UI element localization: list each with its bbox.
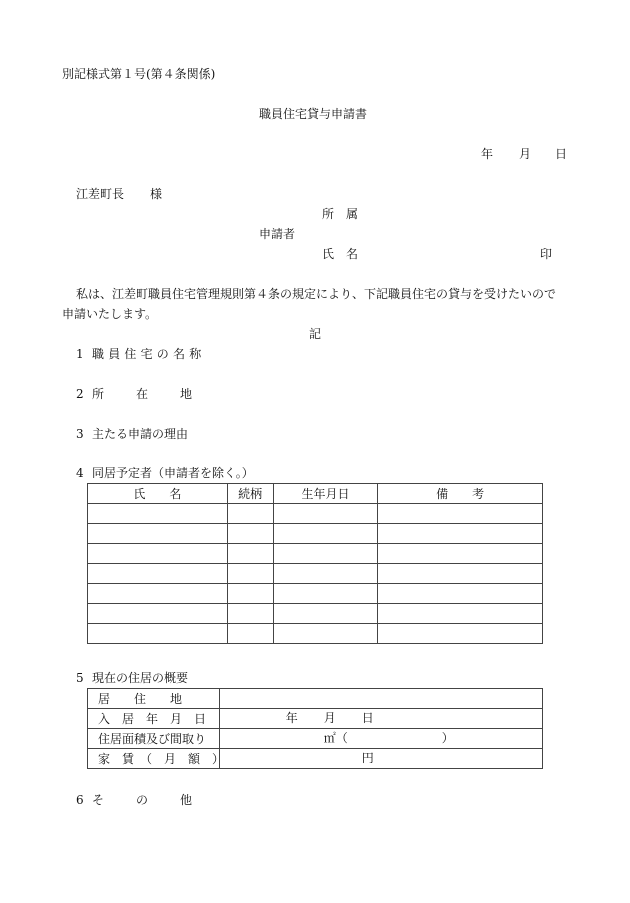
cell-relation[interactable] bbox=[227, 584, 273, 604]
cohabitant-table bbox=[87, 483, 543, 644]
cell-birthdate[interactable] bbox=[273, 544, 378, 564]
area-unit: ㎡（ bbox=[323, 731, 348, 745]
col-header-birthdate: 生年月日 bbox=[273, 484, 378, 504]
item1-label: 職員住宅の名称 bbox=[92, 347, 206, 361]
rent-unit: 円 bbox=[361, 751, 374, 765]
residence-table bbox=[87, 688, 543, 769]
item2-number: 2 bbox=[76, 387, 84, 401]
body-text-line1: 私は、江差町職員住宅管理規則第４条の規定により、下記職員住宅の貸与を受けたいので bbox=[76, 287, 557, 301]
cell-name[interactable] bbox=[88, 524, 228, 544]
cell-remarks[interactable] bbox=[378, 584, 543, 604]
area-close-paren: ） bbox=[441, 731, 454, 745]
item1-number: 1 bbox=[76, 347, 84, 361]
residence-value-area[interactable] bbox=[219, 729, 542, 749]
residence-row-rent bbox=[88, 749, 543, 769]
table-row bbox=[88, 564, 543, 584]
table-row bbox=[88, 544, 543, 564]
residence-value-move-in[interactable] bbox=[219, 709, 542, 729]
cell-remarks[interactable] bbox=[378, 564, 543, 584]
cell-birthdate[interactable] bbox=[273, 604, 378, 624]
cell-name[interactable] bbox=[88, 604, 228, 624]
table-row bbox=[88, 624, 543, 644]
item6-number: 6 bbox=[76, 793, 84, 807]
table-row bbox=[88, 504, 543, 524]
cell-name[interactable] bbox=[88, 544, 228, 564]
cell-birthdate[interactable] bbox=[273, 584, 378, 604]
addressee-honorific: 様 bbox=[150, 187, 163, 201]
cell-relation[interactable] bbox=[227, 564, 273, 584]
form-number: 別記様式第１号(第４条関係) bbox=[62, 67, 216, 81]
residence-row-area bbox=[88, 729, 543, 749]
item4-number: 4 bbox=[76, 466, 84, 480]
name-label: 氏 名 bbox=[322, 247, 359, 261]
cell-name[interactable] bbox=[88, 584, 228, 604]
cell-remarks[interactable] bbox=[378, 504, 543, 524]
addressee-name: 江差町長 bbox=[76, 187, 125, 201]
cell-relation[interactable] bbox=[227, 504, 273, 524]
move-in-year: 年 bbox=[285, 711, 298, 725]
item2-label-a: 所 bbox=[92, 387, 105, 401]
cell-birthdate[interactable] bbox=[273, 564, 378, 584]
cell-name[interactable] bbox=[88, 504, 228, 524]
date-month-label: 月 bbox=[519, 147, 532, 161]
residence-label-move-in: 入 居 年 月 日 bbox=[88, 709, 220, 729]
table-row bbox=[88, 524, 543, 544]
item3-number: 3 bbox=[76, 427, 84, 441]
item3-label: 主たる申請の理由 bbox=[92, 427, 189, 441]
cell-birthdate[interactable] bbox=[273, 624, 378, 644]
move-in-month: 月 bbox=[323, 711, 336, 725]
col-header-name: 氏 名 bbox=[88, 484, 228, 504]
item6-label-c: 他 bbox=[180, 793, 193, 807]
item6-label-b: の bbox=[136, 793, 149, 807]
item2-label-c: 地 bbox=[180, 387, 193, 401]
residence-row-move-in bbox=[88, 709, 543, 729]
cell-remarks[interactable] bbox=[378, 544, 543, 564]
residence-row-address bbox=[88, 689, 543, 709]
move-in-day: 日 bbox=[361, 711, 374, 725]
residence-label-area: 住居面積及び間取り bbox=[88, 729, 220, 749]
cell-remarks[interactable] bbox=[378, 624, 543, 644]
date-year-label: 年 bbox=[481, 147, 494, 161]
cell-relation[interactable] bbox=[227, 524, 273, 544]
seal-label: 印 bbox=[540, 247, 553, 261]
cell-relation[interactable] bbox=[227, 544, 273, 564]
cell-relation[interactable] bbox=[227, 604, 273, 624]
date-day-label: 日 bbox=[555, 147, 568, 161]
item5-number: 5 bbox=[76, 671, 84, 685]
residence-label-address: 居 住 地 bbox=[88, 689, 220, 709]
cohabitant-header-row bbox=[88, 484, 543, 504]
document-title: 職員住宅貸与申請書 bbox=[259, 107, 368, 121]
table-row bbox=[88, 604, 543, 624]
cell-remarks[interactable] bbox=[378, 604, 543, 624]
cell-relation[interactable] bbox=[227, 624, 273, 644]
ki-heading: 記 bbox=[309, 327, 322, 341]
item4-label: 同居予定者（申請者を除く。） bbox=[92, 466, 254, 480]
cell-remarks[interactable] bbox=[378, 524, 543, 544]
residence-value-rent[interactable] bbox=[219, 749, 542, 769]
body-text-line2: 申請いたします。 bbox=[62, 307, 158, 321]
item6-label-a: そ bbox=[92, 793, 105, 807]
affiliation-label: 所 属 bbox=[322, 207, 359, 221]
col-header-relation: 続柄 bbox=[227, 484, 273, 504]
cell-birthdate[interactable] bbox=[273, 504, 378, 524]
residence-label-rent: 家 賃 （ 月 額 ） bbox=[88, 749, 220, 769]
cell-name[interactable] bbox=[88, 564, 228, 584]
table-row bbox=[88, 584, 543, 604]
item2-label-b: 在 bbox=[136, 387, 149, 401]
applicant-label: 申請者 bbox=[259, 227, 296, 241]
residence-value-address[interactable] bbox=[219, 689, 542, 709]
cell-name[interactable] bbox=[88, 624, 228, 644]
cell-birthdate[interactable] bbox=[273, 524, 378, 544]
item5-label: 現在の住居の概要 bbox=[92, 671, 189, 685]
col-header-remarks: 備 考 bbox=[378, 484, 543, 504]
